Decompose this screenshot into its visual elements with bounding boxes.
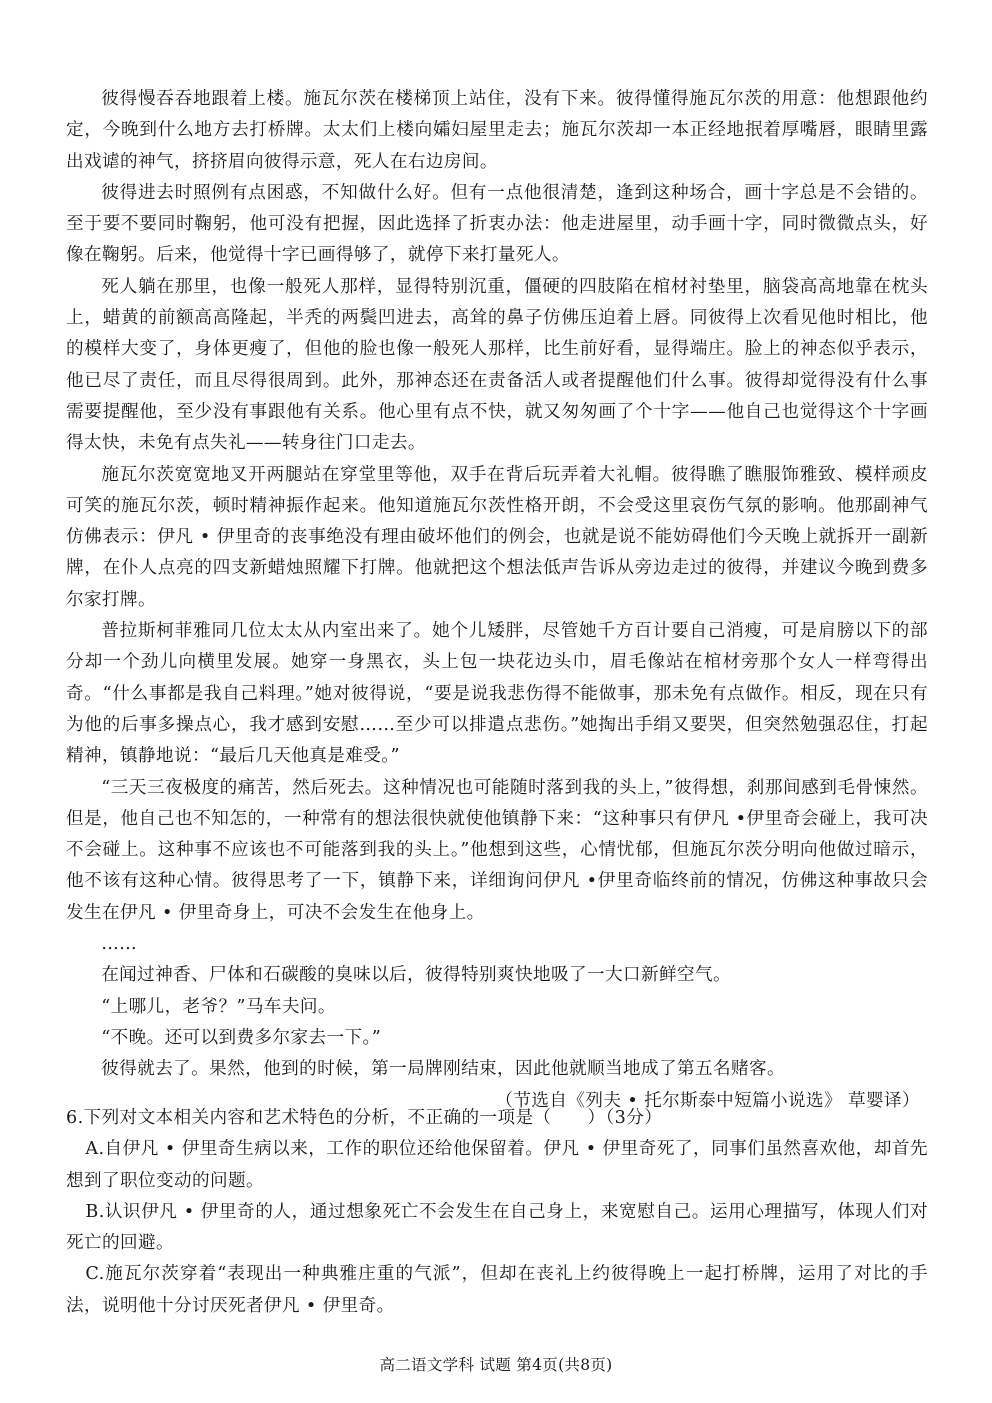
page-footer: 高二语文学科 试题 第4页(共8页) — [379, 1356, 613, 1374]
passage-paragraph-5: 普拉斯柯菲雅同几位太太从内室出来了。她个儿矮胖，尽管她千方百计要自己消瘦，可是肩膀以下的部分却一个劲儿向横里发展。她穿一身黑衣，头上包一块花边头巾，眉毛像站在棺材旁那个女人一样弯得出奇。“什么事都是我自己料理。”她对彼得说，“要是说我悲伤得不能做事，那未免有点做作。相反，现在只有为他的后事多操点心，我才感到安慰……至少可以排遣点悲伤。”她掏出手绢又要哭，但突然勉强忍住，打起精神，镇静地说：“最后几天他真是难受。” — [66, 621, 928, 767]
passage-paragraph-7: 在闻过神香、尸体和石碳酸的臭味以后，彼得特别爽快地吸了一大口新鲜空气。 — [101, 965, 731, 986]
question-6-option-a: A.自伊凡 • 伊里奇生病以来，工作的职位还给他保留着。伊凡 • 伊里奇死了，同事们虽然喜欢他，却首先想到了职位变动的问题。 — [66, 1139, 928, 1191]
question-6 — [66, 1103, 928, 1322]
passage-paragraph-9: “不晚。还可以到费多尔家去一下。” — [101, 1027, 382, 1048]
passage-paragraph-1: 彼得慢吞吞地跟着上楼。施瓦尔茨在楼梯顶上站住，没有下来。彼得懂得施瓦尔茨的用意：他想跟他约定，今晚到什么地方去打桥牌。太太们上楼向孀妇屋里走去；施瓦尔茨却一本正经地抿着厚嘴唇，眼睛里露出戏谑的神气，挤挤眉向彼得示意，死人在右边房间。 — [66, 89, 928, 172]
question-6-option-b: B.认识伊凡 • 伊里奇的人，通过想象死亡不会发生在自己身上，来宽慰自己。运用心理描写，体现人们对死亡的回避。 — [66, 1201, 928, 1254]
passage-paragraph-10: 彼得就去了。果然，他到的时候，第一局牌刚结束，因此他就顺当地成了第五名赌客。 — [101, 1059, 785, 1080]
reading-passage — [66, 84, 928, 1117]
passage-ellipsis: …… — [101, 934, 138, 955]
passage-paragraph-6: “三天三夜极度的痛苦，然后死去。这种情况也可能随时落到我的头上，”彼得想，刹那间感到毛骨悚然。但是，他自己也不知怎的，一种常有的想法很快就使他镇静下来：“这种事只有伊凡 •伊里奇会碰上，我可决不会碰上。这种事不应该也不可能落到我的头上。”他想到这些，心情忧郁，但施瓦尔茨分明向他做过暗示，他不该有这种心情。彼得思考了一下，镇静下来，详细询问伊凡 •伊里奇临终前的情况，仿佛这种事故只会发生在伊凡 • 伊里奇身上，可决不会发生在他身上。 — [66, 777, 928, 923]
question-6-option-c: C.施瓦尔茨穿着“表现出一种典雅庄重的气派”，但却在丧礼上约彼得晚上一起打桥牌，运用了对比的手法，说明他十分讨厌死者伊凡 • 伊里奇。 — [66, 1264, 928, 1316]
passage-paragraph-3: 死人躺在那里，也像一般死人那样，显得特别沉重，僵硬的四肢陷在棺材衬垫里，脑袋高高地靠在枕头上，蜡黄的前额高高隆起，半秃的两鬓凹进去，高耸的鼻子仿佛压迫着上唇。同彼得上次看见他时相比，他的模样大变了，身体更瘦了，但他的脸也像一般死人那样，比生前好看，显得端庄。脸上的神态似乎表示，他已尽了责任，而且尽得很周到。此外，那神态还在责备活人或者提醒他们什么事。彼得却觉得没有什么事需要提醒他，至少没有事跟他有关系。他心里有点不快，就又匆匆画了个十字——他自己也觉得这个十字画得太快，未免有点失礼——转身往门口走去。 — [66, 276, 928, 454]
passage-paragraph-4: 施瓦尔茨宽宽地叉开两腿站在穿堂里等他，双手在背后玩弄着大礼帽。彼得瞧了瞧服饰雅致、模样顽皮可笑的施瓦尔茨，顿时精神振作起来。他知道施瓦尔茨性格开朗，不会受这里哀伤气氛的影响。他那副神气仿佛表示：伊凡 • 伊里奇的丧事绝没有理由破坏他们的例会，也就是说不能妨碍他们今天晚上就拆开一副新牌，在仆人点亮的四支新蜡烛照耀下打牌。他就把这个想法低声告诉从旁边走过的彼得，并建议今晚到费多尔家打牌。 — [66, 464, 928, 610]
passage-paragraph-2: 彼得进去时照例有点困惑，不知做什么好。但有一点他很清楚，逢到这种场合，画十字总是不会错的。至于要不要同时鞠躬，他可没有把握，因此选择了折衷办法：他走进屋里，动手画十字，同时微微点头，好像在鞠躬。后来，他觉得十字已画得够了，就停下来打量死人。 — [66, 182, 928, 266]
passage-source: （节选自《列夫 • 托尔斯泰中短篇小说选》 草婴译） — [495, 1090, 920, 1111]
passage-paragraph-8: “上哪儿，老爷？”马车夫问。 — [101, 996, 336, 1017]
question-6-stem: 6.下列对文本相关内容和艺术特色的分析，不正确的一项是（ ）（3分） — [66, 1108, 663, 1128]
